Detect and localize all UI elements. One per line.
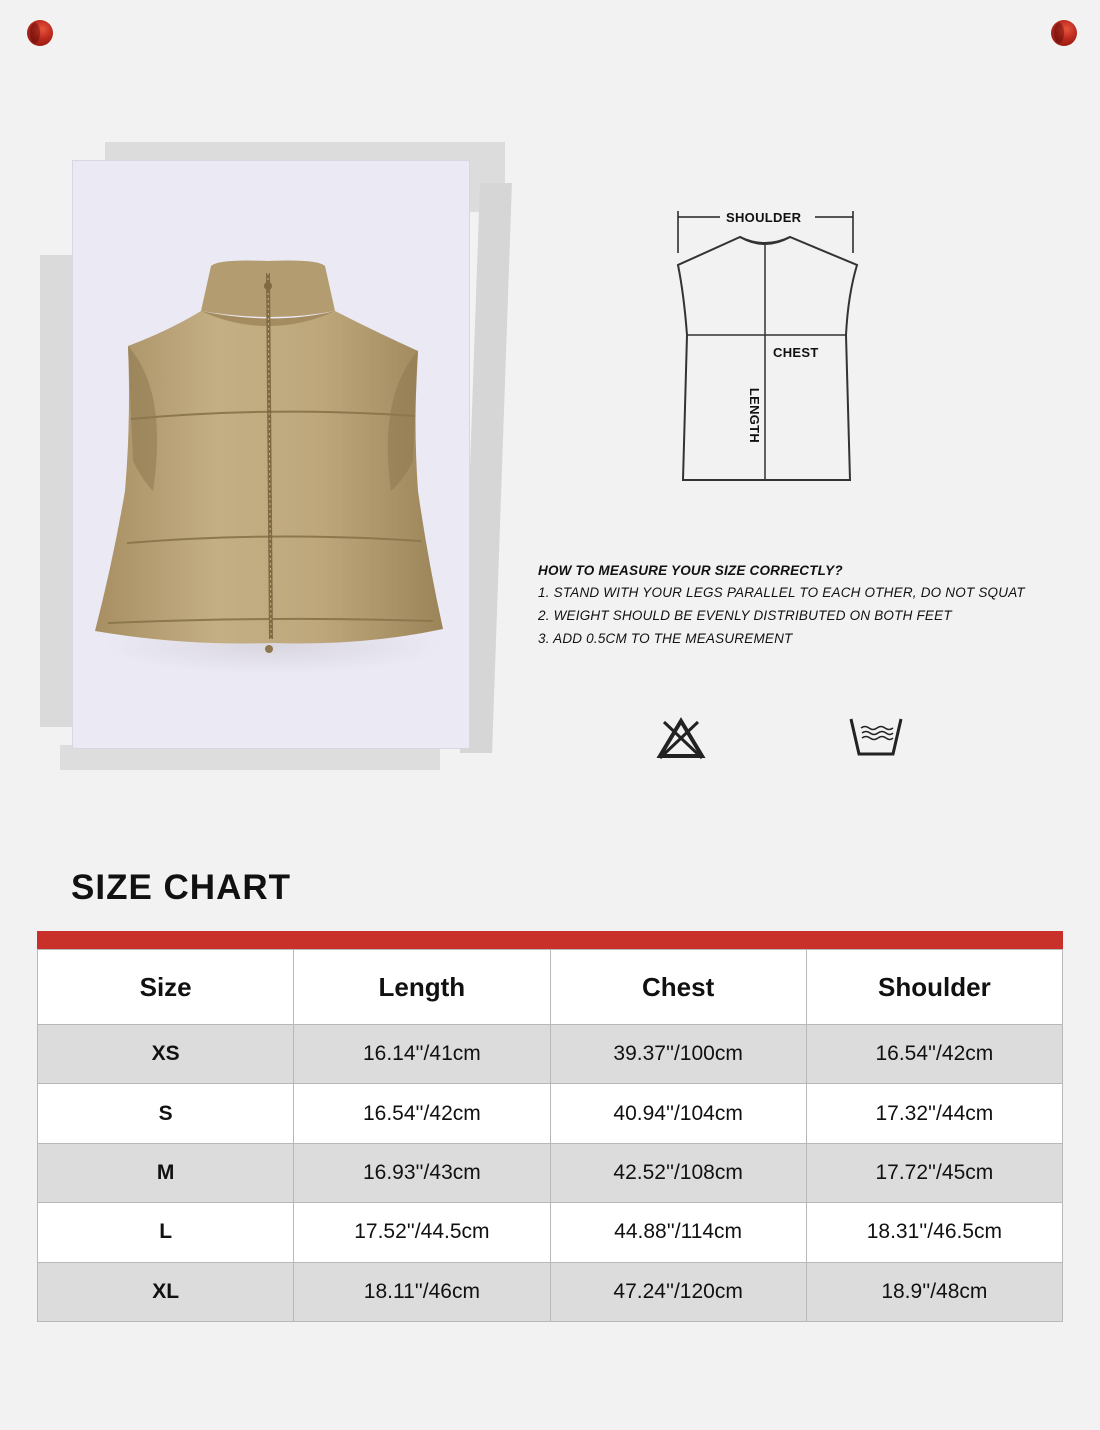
instruction-step: 1. STAND WITH YOUR LEGS PARALLEL TO EACH OTHER, DO NOT SQUAT <box>538 585 1025 600</box>
decorative-dot-left <box>27 20 53 46</box>
table-row <box>38 1262 1063 1321</box>
column-header-length: Length <box>294 950 550 1025</box>
size-cell: S <box>38 1084 294 1143</box>
table-row <box>38 1143 1063 1202</box>
size-cell: XL <box>38 1262 294 1321</box>
shoulder-cell: 17.72''/45cm <box>806 1143 1062 1202</box>
size-chart-accent-bar <box>37 931 1063 949</box>
length-cell: 16.54''/42cm <box>294 1084 550 1143</box>
chest-cell: 40.94''/104cm <box>550 1084 806 1143</box>
product-photo <box>72 160 470 749</box>
measurement-diagram <box>670 205 865 495</box>
table-row <box>38 1084 1063 1143</box>
table-row <box>38 1025 1063 1084</box>
chest-cell: 44.88''/114cm <box>550 1203 806 1262</box>
column-header-size: Size <box>38 950 294 1025</box>
instruction-step: 2. WEIGHT SHOULD BE EVENLY DISTRIBUTED ON BOTH FEET <box>538 608 952 623</box>
chest-label: CHEST <box>773 345 819 360</box>
length-cell: 18.11''/46cm <box>294 1262 550 1321</box>
hand-wash-icon <box>847 714 905 758</box>
size-chart-title: SIZE CHART <box>71 868 291 907</box>
table-header-row <box>38 950 1063 1025</box>
decorative-dot-right <box>1051 20 1077 46</box>
length-cell: 16.93''/43cm <box>294 1143 550 1202</box>
chest-cell: 39.37''/100cm <box>550 1025 806 1084</box>
length-cell: 17.52''/44.5cm <box>294 1203 550 1262</box>
measure-instructions <box>538 563 1078 654</box>
shoulder-cell: 16.54''/42cm <box>806 1025 1062 1084</box>
instruction-step: 3. ADD 0.5CM TO THE MEASUREMENT <box>538 631 793 646</box>
chest-cell: 47.24''/120cm <box>550 1262 806 1321</box>
size-chart-table <box>37 949 1063 1322</box>
instructions-heading: HOW TO MEASURE YOUR SIZE CORRECTLY? <box>538 563 843 578</box>
table-row <box>38 1203 1063 1262</box>
size-cell: XS <box>38 1025 294 1084</box>
shoulder-cell: 18.9''/48cm <box>806 1262 1062 1321</box>
puffer-vest-image <box>73 161 470 749</box>
length-cell: 16.14''/41cm <box>294 1025 550 1084</box>
shoulder-label: SHOULDER <box>726 210 802 225</box>
chest-cell: 42.52''/108cm <box>550 1143 806 1202</box>
size-cell: L <box>38 1203 294 1262</box>
length-label: LENGTH <box>747 387 763 444</box>
shoulder-cell: 17.32''/44cm <box>806 1084 1062 1143</box>
column-header-chest: Chest <box>550 950 806 1025</box>
column-header-shoulder: Shoulder <box>806 950 1062 1025</box>
do-not-bleach-icon <box>656 716 706 760</box>
size-cell: M <box>38 1143 294 1202</box>
shoulder-cell: 18.31''/46.5cm <box>806 1203 1062 1262</box>
